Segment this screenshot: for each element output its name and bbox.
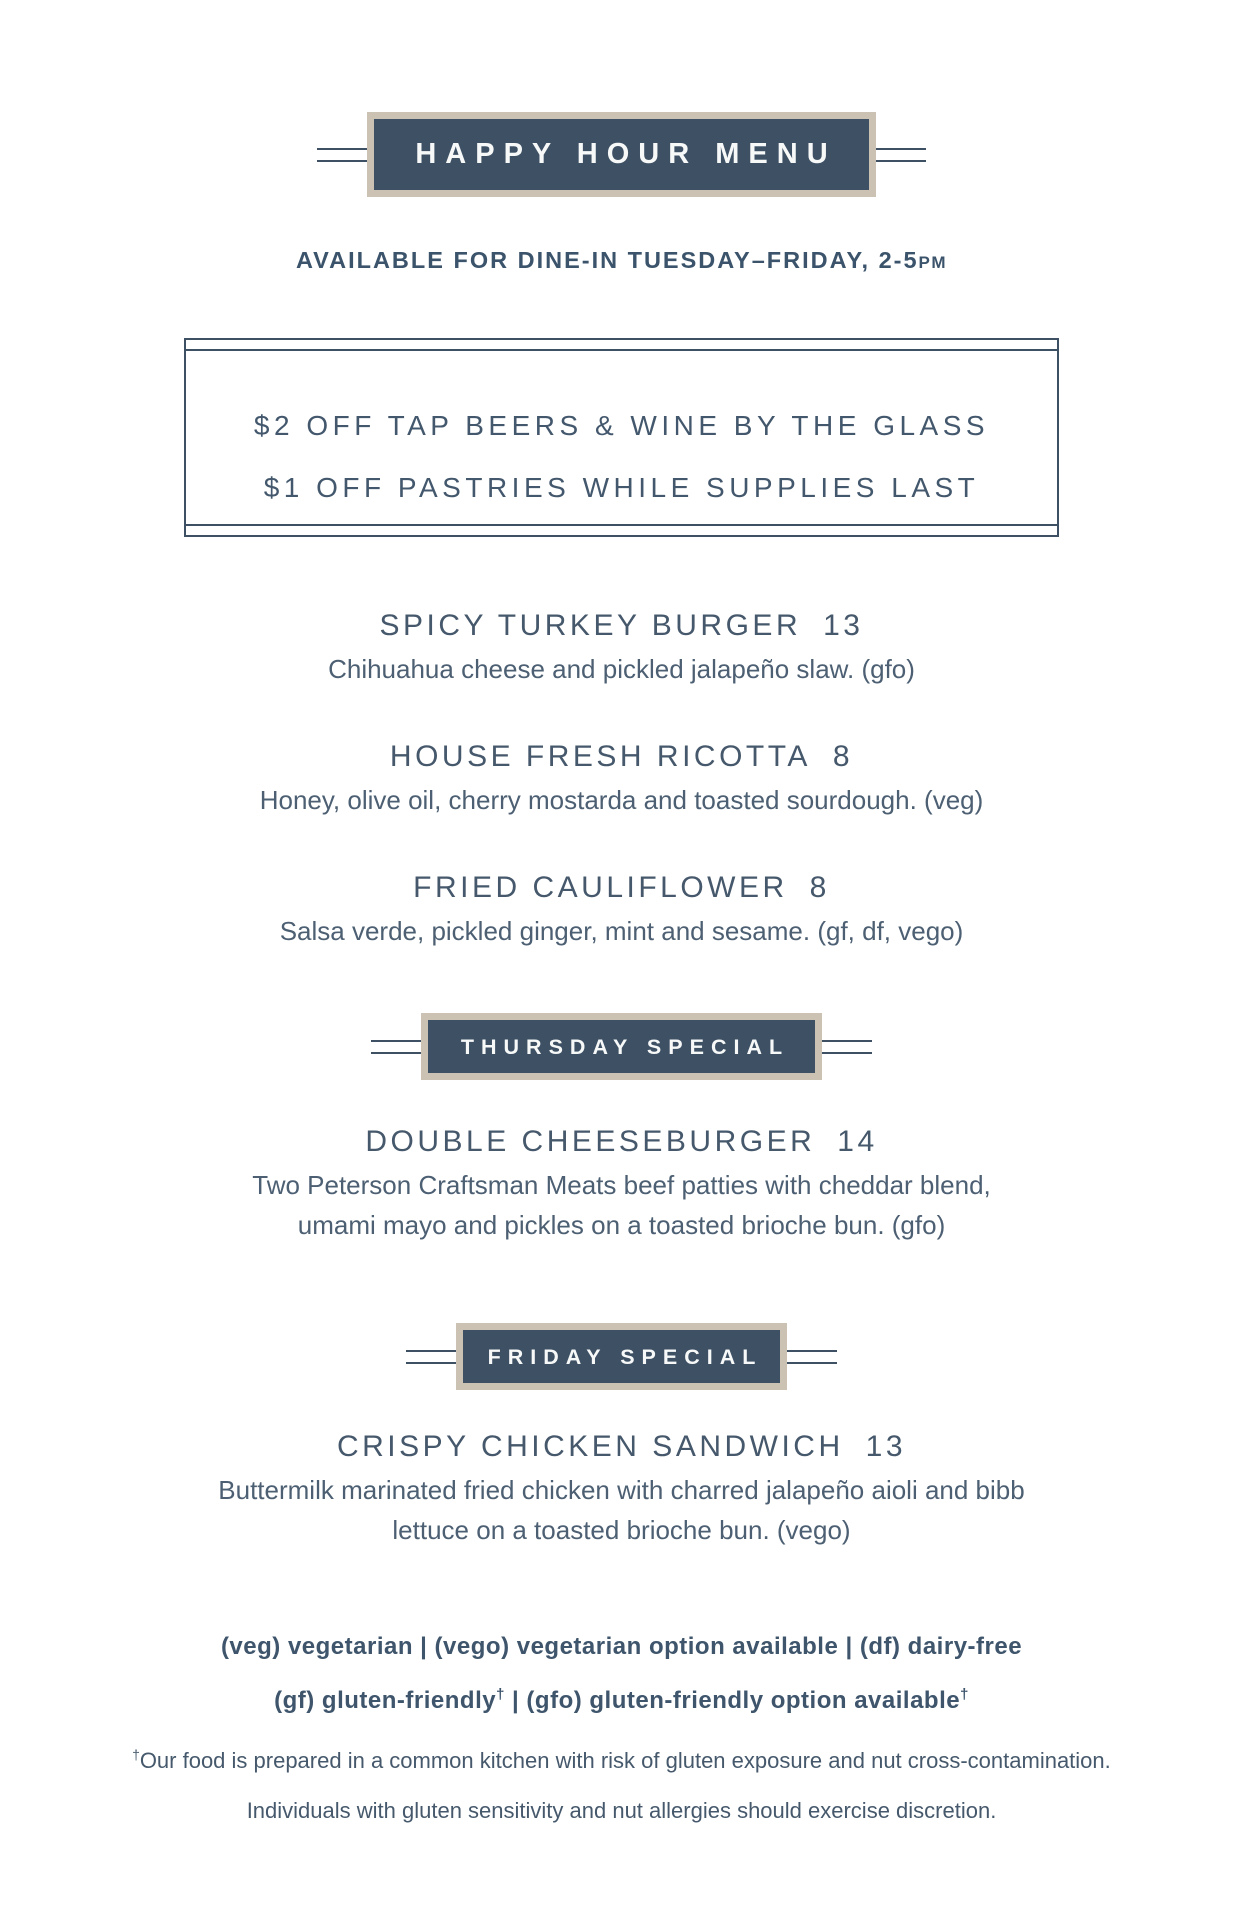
offer-line-pastries: $1 OFF PASTRIES WHILE SUPPLIES LAST [263, 472, 980, 503]
dietary-legend [221, 1620, 1022, 1728]
friday-special-banner [406, 1323, 838, 1390]
allergen-footnote [97, 1736, 1147, 1836]
item-title-row [328, 608, 915, 644]
double-rule-left-icon [406, 1350, 456, 1364]
menu-item-double-cheeseburger [217, 1124, 1027, 1245]
banner-frame [421, 1013, 822, 1080]
friday-special-label: FRIDAY SPECIAL [463, 1330, 781, 1383]
dagger-icon: † [132, 1747, 140, 1763]
dagger-icon: † [960, 1687, 969, 1703]
item-name: CRISPY CHICKEN SANDWICH [336, 1430, 844, 1463]
availability-meridiem: PM [918, 253, 948, 272]
double-rule-right-icon [787, 1350, 837, 1364]
offer-box [184, 338, 1059, 537]
double-rule-right-icon [876, 148, 926, 162]
page-title: HAPPY HOUR MENU [374, 119, 868, 190]
item-price: 8 [832, 740, 854, 773]
item-description: Salsa verde, pickled ginger, mint and sesame. (gf, df, vego) [279, 916, 964, 946]
banner-frame [456, 1323, 788, 1390]
legend-gfo: | (gfo) gluten-friendly option available [504, 1687, 961, 1714]
double-rule-left-icon [317, 148, 367, 162]
offer-box-inner [186, 349, 1057, 526]
happy-hour-banner [317, 112, 925, 197]
thursday-special-label: THURSDAY SPECIAL [428, 1020, 815, 1073]
item-title-row [280, 870, 964, 906]
item-name: DOUBLE CHEESEBURGER [365, 1125, 816, 1158]
dagger-icon: † [496, 1687, 505, 1703]
item-price: 13 [865, 1430, 907, 1463]
item-name: FRIED CAULIFLOWER [413, 871, 788, 904]
thursday-special-banner [371, 1013, 872, 1080]
item-description: Honey, olive oil, cherry mostarda and toasted sourdough. (veg) [259, 785, 984, 815]
menu-item-crispy-chicken-sandwich [211, 1429, 1033, 1550]
item-title-row [260, 739, 984, 775]
item-name: HOUSE FRESH RICOTTA [389, 740, 811, 773]
item-title-row [217, 1124, 1027, 1160]
item-description: Buttermilk marinated fried chicken with charred jalapeño aioli and bibb lettuce on a toasted brioche bun. (vego) [218, 1475, 1025, 1545]
legend-line-1: (veg) vegetarian | (vego) vegetarian option available | (df) dairy-free [220, 1633, 1023, 1660]
menu-item-spicy-turkey-burger [328, 608, 915, 689]
offer-line-beer-wine: $2 OFF TAP BEERS & WINE BY THE GLASS [253, 410, 990, 441]
item-description: Chihuahua cheese and pickled jalapeño slaw. (gfo) [328, 654, 915, 684]
double-rule-right-icon [822, 1040, 872, 1054]
legend-gf: (gf) gluten-friendly [274, 1687, 497, 1714]
item-description: Two Peterson Craftsman Meats beef patties with cheddar blend, umami mayo and pickles on a toasted brioche bun. (gfo) [252, 1170, 991, 1240]
menu-item-house-fresh-ricotta [260, 739, 984, 820]
item-name: SPICY TURKEY BURGER [379, 609, 802, 642]
legend-line-2 [221, 1674, 1022, 1728]
double-rule-left-icon [371, 1040, 421, 1054]
menu-item-fried-cauliflower [280, 870, 964, 951]
availability-text: AVAILABLE FOR DINE-IN TUESDAY–FRIDAY, 2-5 [295, 247, 919, 273]
availability-note [296, 247, 947, 274]
footnote-text: Our food is prepared in a common kitchen with risk of gluten exposure and nut cross-contamination. Individuals with gluten sensitivity and nut allergies should exercise discretion. [139, 1748, 1111, 1823]
item-title-row [211, 1429, 1033, 1465]
banner-frame [367, 112, 875, 197]
item-price: 8 [809, 871, 830, 904]
item-price: 14 [837, 1125, 878, 1158]
item-price: 13 [823, 609, 864, 642]
